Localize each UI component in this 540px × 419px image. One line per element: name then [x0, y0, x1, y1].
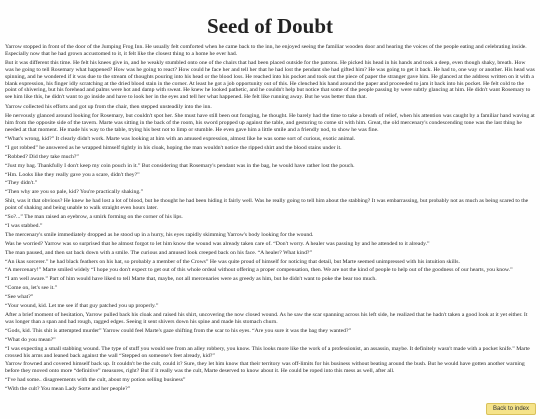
story-paragraph: “So?...” The man raised an eyebrow, a smirk forming on the corner of his lips. — [5, 214, 183, 221]
story-paragraph: The mercenary's smile immediately dropped as he stood up in a hurry, his eyes rapidly skimming Yarrow's body looking for the wound. — [5, 231, 314, 238]
story-paragraph: “An ikas sorcerer.” he had black feathers on his hat, so probably a member of the Crows” He was quite proud of himself for noticing that detail, but Marte seemed unimpressed with his intuition skills. — [5, 258, 460, 265]
story-paragraph: “Robbed? Did they take much?” — [5, 153, 79, 160]
story-paragraph: The man paused, and then sat back down with a smile. The curious and amused look creeped back on his face. “A healer? What kind?” — [5, 249, 312, 256]
story-paragraph: “Then why are you so pale, kid? You're practically shaking.” — [5, 189, 144, 196]
story-paragraph: “I've had some.. disagreements with the cult, about my potion selling business” — [5, 377, 186, 384]
story-paragraph: Yarrow collected his efforts and got up from the chair, then stepped unsteadily into the inn. — [5, 104, 212, 111]
story-paragraph: “What's wrong, kid?” It clearly didn't work. Marte was looking at him with an amused expression, almost like he was some sort of curious, exotic animal. — [5, 135, 356, 142]
story-paragraph: “Gods, kid. This shit is attempted murder” Yarrow could feel Marte's gaze shifting from the scar to his eyes. “Are you sure it was the bag they wanted?” — [5, 327, 352, 334]
story-body — [5, 44, 535, 393]
story-paragraph: “Come on, let's see it.” — [5, 285, 58, 292]
story-paragraph: Yarrow frowned and covered himself back up. It couldn't be the cult, could it? Sure, they let him know that their territory was off-limits for his business without beating around the bush. But he would have gotten another warning before they moved onto more “definitive” measures, right? But if it really was the cult, Marte deserved to know about it. He could be roped into this mess as well, after all. — [5, 361, 525, 375]
story-paragraph: But it was different this time. He felt his knees give in, and he weakly stumbled onto one of the chairs that had been placed outside for the patrons. He picked his head in his hands and took a deep, even though shaky, breath. How was he going to tell Rosemary what happened? How was he going to react? How could he face her and tell her that he had lost the pendant she had gifted him? He was going to get it back. He had to, one way or another. His head was spinning, and he wondered if it was due to the stream of thoughts pouring into his head or the blood loss. He reached into his pocket and took out the piece of paper the stranger gave him. He glanced at the address written on it with a blank expression, his finger idly scratching at the dried blood stain in the corner. At least he got a job opportunity out of this. He clenched his hand around the paper and proceeded to jam it back into his pocket. He felt cold to the point of shivering, but his forehead and palms were hot and damp with sweat. He knew he looked pathetic, and he couldn't help but notice that some of the people passing by were subtly glancing at him. He didn't want Rosemary to see him like this, he didn't want to go inside and have to look her in the eyes and tell her what happened. He felt like running away. But he was better than that. — [5, 59, 535, 101]
story-paragraph: Was he worried? Yarrow was so surprised that he almost forgot to let him know the wound was already taken care of. “Don't worry. A healer was passing by and he attended to it already.” — [5, 240, 430, 247]
story-paragraph: Yarrow stopped in front of the door of the Jumping Frog Inn. He usually felt comforted when he came back to the inn, he enjoyed seeing the familiar wooden door and hearing the voices of the people eating and celebrating inside. Especially now that he had grown accustomed to it, it felt like the closest thing to a home he ever had. — [5, 44, 527, 57]
story-paragraph: He nervously glanced around looking for Rosemary, but couldn't spot her. She must have still been out foraging, he thought. He barely had the time to take a breath of relief, when his attention was caught by a familiar hand waving at him from the opposite side of the tavern. Marte was sitting in the back of the room, his sword propped up against the table, and gesturing to come sit with him. Great, the old mercenary's condescending tone was the last thing he needed at that moment. He made his way to the table, trying his best not to limp or stumble. He even gave him a little smile and a friendly nod, to show he was fine. — [5, 113, 535, 133]
story-paragraph: “With the cult? You mean Lady Sorte and her people?” — [5, 386, 131, 393]
story-paragraph: “I was expecting a small stabbing wound. The type of stuff you would see from an alley robbery, you know. This looks more like the work of a professionist, an assassin, maybe. It definitely wasn't made with a pocket knife.” Marte crossed his arms and leaned back against the wall “Stepped on someone's feet already, kid?” — [5, 345, 530, 359]
story-paragraph: “Hm. Looks like they really gave you a scare, didn't they?” — [5, 171, 140, 178]
story-paragraph: “I got robbed” he answered as he wrapped himself tightly in his cloak, hoping the man wouldn't notice the ripped shirt and the blood stains under it. — [5, 144, 342, 151]
story-paragraph: “I was stabbed.” — [5, 222, 43, 229]
story-paragraph: “Your wound, kid. Let me see if that guy patched you up properly.” — [5, 303, 159, 310]
story-paragraph: “Just my bag. Thankfully I don't keep my coin pouch in it.” But considering that Rosemary's pendant was in the bag, he would have rather lost the pouch. — [5, 162, 355, 169]
story-paragraph: After a brief moment of hesitation, Yarrow pulled back his cloak and raised his shirt, uncovering the now closed wound. As he saw the scar spanning across his left side, he realized that he hadn't taken a good look at it yet either. It was longer than a span and had rough, ragged edges. Seeing it sent shivers down his spine and made his stomach churn. — [5, 312, 528, 325]
story-paragraph: “I am well aware.” Part of him would have liked to tell Marte that, maybe, not all mercenaries were as greedy as him, but he didn't want to poke the bear too much. — [5, 276, 377, 283]
back-to-index-button[interactable]: Back to index — [486, 403, 536, 415]
story-paragraph: “A mercenary!” Marte smiled widely “I hope you don't expect to get out of this whole ordeal without offering a proper compensation, then. We are not the kind of people to help out of the goodness of our hearts, you know.” — [5, 267, 513, 274]
story-title: Seed of Doubt — [206, 14, 333, 38]
story-paragraph: “What do you mean?” — [5, 336, 56, 343]
story-paragraph: Shit, was it that obvious? He knew he had lost a lot of blood, but he thought he had been hiding it fairly well. Was he really going to tell him about the stabbing? It was embarrassing, but probably not as much as being scared to the point of shaking and being unable to walk straight even hours later. — [5, 198, 529, 212]
story-paragraph: “See what?” — [5, 294, 34, 301]
story-paragraph: “They didn't.” — [5, 180, 38, 187]
document-page — [0, 14, 540, 393]
